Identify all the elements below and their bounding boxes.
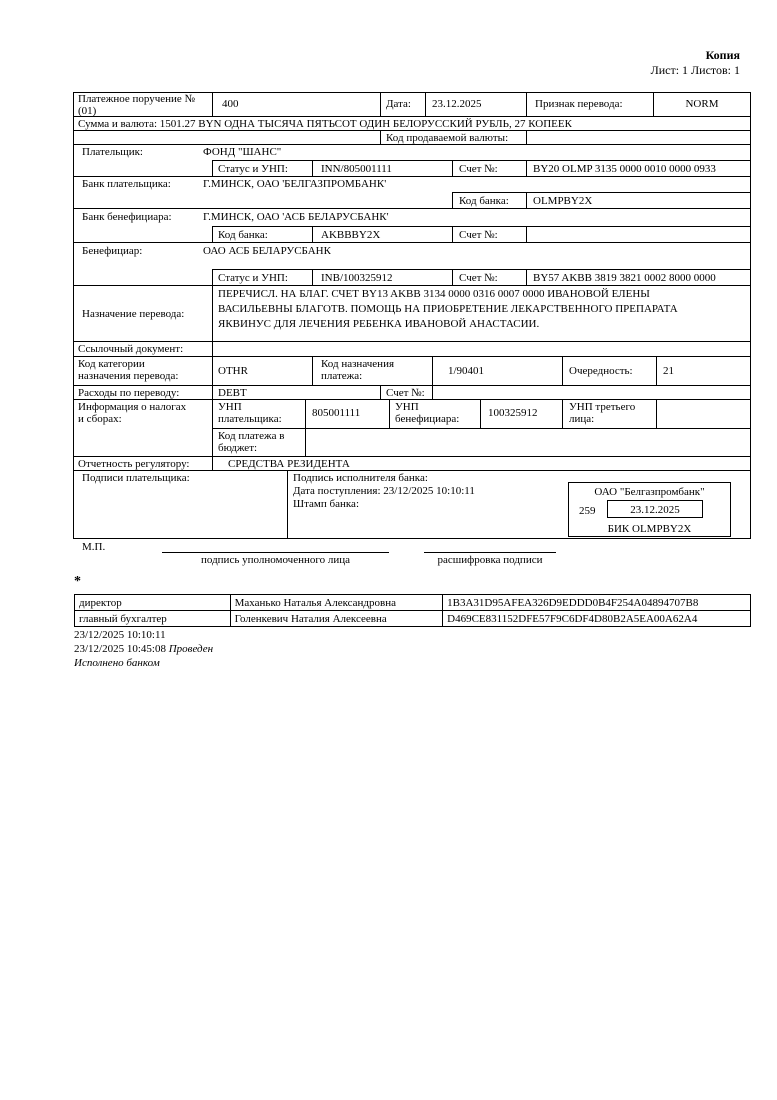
stamp-date: 23.12.2025 xyxy=(630,504,680,516)
mp-label: М.П. xyxy=(82,541,106,553)
tax-info-label xyxy=(78,401,186,425)
budget-code-label-line: бюджет: xyxy=(218,442,258,454)
footer-line2 xyxy=(74,643,213,655)
priority-label: Очередность: xyxy=(569,365,633,377)
unp-third-label-line: лица: xyxy=(569,413,595,425)
date-label: Дата: xyxy=(386,98,411,110)
footer-time2: 23/12/2025 10:45:08 xyxy=(74,643,166,655)
bank-stamp-label: Штамп банка: xyxy=(293,498,359,510)
signer-name: Голенкевич Наталия Алексеевна xyxy=(230,611,443,627)
decode-caption: расшифровка подписи xyxy=(437,554,543,566)
budget-code-label xyxy=(218,430,284,454)
payer-status-unp-label: Статус и УНП: xyxy=(218,163,288,175)
footer-time1: 23/12/2025 10:10:11 xyxy=(74,629,166,641)
signer-role: главный бухгалтер xyxy=(75,611,231,627)
purpose-label: Назначение перевода: xyxy=(82,308,185,320)
purpose-code-label-line: платежа: xyxy=(321,370,363,382)
footer-status: Проведен xyxy=(168,643,214,655)
payer-bank-code: OLMPBY2X xyxy=(533,195,593,207)
signer-role: директор xyxy=(75,595,231,611)
tax-info-label-line: и сборах: xyxy=(78,413,122,425)
table-row xyxy=(75,611,751,627)
bank-signature-label: Подпись исполнителя банка: xyxy=(293,472,428,484)
beneficiary-status-unp-label: Статус и УНП: xyxy=(218,272,288,284)
payer-signatures-label: Подписи плательщика: xyxy=(82,472,190,484)
authorized-signature-line xyxy=(162,552,389,553)
table-row xyxy=(75,595,751,611)
unp-benef-label-line: бенефициара: xyxy=(395,413,460,425)
payer-bank-label: Банк плательщика: xyxy=(82,178,171,190)
signer-hash: D469CE831152DFE57F9C6DF4D80B2A5EA00A62A4 xyxy=(443,611,751,627)
ref-doc-label: Ссылочный документ: xyxy=(78,343,184,355)
beneficiary: ОАО АСБ БЕЛАРУСБАНК xyxy=(203,245,331,257)
budget-code-label-line: Код платежа в xyxy=(218,430,285,442)
stamp-bik: БИК OLMPBY2X xyxy=(607,523,692,535)
signer-name: Маханько Наталья Александровна xyxy=(230,595,443,611)
order-title-label: Платежное поручение № (01) xyxy=(78,93,196,117)
payer-status-unp: INN/805001111 xyxy=(321,163,392,175)
copy-label: Копия xyxy=(705,48,740,62)
payer-account-label: Счет №: xyxy=(459,163,498,175)
unp-payer-label xyxy=(218,401,282,425)
purpose-line: ЯКВИНУС ДЛЯ ЛЕЧЕНИЯ РЕБЕНКА ИВАНОВОЙ АНАСТАСИИ. xyxy=(218,318,540,330)
category-label xyxy=(78,358,178,382)
payer-bank: Г.МИНСК, ОАО 'БЕЛГАЗПРОМБАНК' xyxy=(203,178,387,190)
unp-payer: 805001111 xyxy=(312,407,361,419)
purpose-line: ВАСИЛЬЕВНЫ БЛАГОТВ. ПОМОЩЬ НА ПРИОБРЕТЕНИЕ ЛЕКАРСТВЕННОГО ПРЕПАРАТА xyxy=(218,303,678,315)
order-date: 23.12.2025 xyxy=(432,98,482,110)
order-number: 400 xyxy=(222,98,239,110)
unp-benef: 100325912 xyxy=(488,407,538,419)
unp-payer-label-line: УНП xyxy=(218,401,242,413)
category-label-line: назначения перевода: xyxy=(78,370,179,382)
transfer-sign: NORM xyxy=(685,98,719,110)
stamp-code: 259 xyxy=(579,505,596,517)
sheet-info: Лист: 1 Листов: 1 xyxy=(650,63,740,77)
beneficiary-account-label: Счет №: xyxy=(459,272,498,284)
tax-info-label-line: Информация о налогах xyxy=(78,401,187,413)
purpose-code: 1/90401 xyxy=(448,365,485,377)
authorized-caption: подпись уполномоченного лица xyxy=(201,554,350,566)
asterisk: * xyxy=(74,574,81,589)
unp-benef-label xyxy=(395,401,459,425)
beneficiary-bank: Г.МИНСК, ОАО 'АСБ БЕЛАРУСБАНК' xyxy=(203,211,389,223)
footer-executed: Исполнено банком xyxy=(74,657,160,669)
beneficiary-account: BY57 AKBB 3819 3821 0002 8000 0000 xyxy=(533,272,716,284)
beneficiary-bank-code-label: Код банка: xyxy=(218,229,268,241)
unp-benef-label-line: УНП xyxy=(395,401,419,413)
category-label-line: Код категории xyxy=(78,358,145,370)
beneficiary-bank-label: Банк бенефициара: xyxy=(82,211,172,223)
beneficiary-bank-code: AKBBBY2X xyxy=(321,229,381,241)
unp-third-label-line: УНП третьего xyxy=(569,401,636,413)
stamp-bank-name: ОАО "Белгазпромбанк" xyxy=(594,486,705,498)
payer-account: BY20 OLMP 3135 0000 0010 0000 0933 xyxy=(533,163,716,175)
signers-table xyxy=(74,594,751,627)
payer-label: Плательщик: xyxy=(82,146,143,158)
payer: ФОНД "ШАНС" xyxy=(203,146,282,158)
expenses: DEBT xyxy=(218,387,247,399)
purpose-code-label xyxy=(321,358,394,382)
beneficiary-label: Бенефициар: xyxy=(82,245,143,257)
transfer-sign-label: Признак перевода: xyxy=(535,98,623,110)
category: OTHR xyxy=(218,365,248,377)
purpose-code-label-line: Код назначения xyxy=(321,358,395,370)
regulator: СРЕДСТВА РЕЗИДЕНТА xyxy=(228,458,350,470)
unp-payer-label-line: плательщика: xyxy=(218,413,282,425)
amount-line: Сумма и валюта: 1501.27 BYN ОДНА ТЫСЯЧА ПЯТЬСОТ ОДИН БЕЛОРУССКИЙ РУБЛЬ, 27 КОПЕЕК xyxy=(78,118,572,130)
order-title xyxy=(78,93,210,117)
payer-bank-code-label: Код банка: xyxy=(459,195,509,207)
unp-third-label xyxy=(569,401,635,425)
beneficiary-bank-account-label: Счет №: xyxy=(459,229,498,241)
signer-hash: 1B3A31D95AFEA326D9EDDD0B4F254A04894707B8 xyxy=(443,595,751,611)
expenses-label: Расходы по переводу: xyxy=(78,387,180,399)
sold-currency-label: Код продаваемой валюты: xyxy=(386,132,509,144)
decode-signature-line xyxy=(424,552,556,553)
purpose-line: ПЕРЕЧИСЛ. НА БЛАГ. СЧЕТ BY13 AKBB 3134 0000 0316 0007 0000 ИВАНОВОЙ ЕЛЕНЫ xyxy=(218,288,650,300)
beneficiary-status-unp: INB/100325912 xyxy=(321,272,393,284)
receipt-date: Дата поступления: 23/12/2025 10:10:11 xyxy=(293,485,475,497)
purpose-text xyxy=(218,287,678,332)
priority: 21 xyxy=(663,365,674,377)
expenses-account-label: Счет №: xyxy=(386,387,425,399)
regulator-label: Отчетность регулятору: xyxy=(78,458,190,470)
